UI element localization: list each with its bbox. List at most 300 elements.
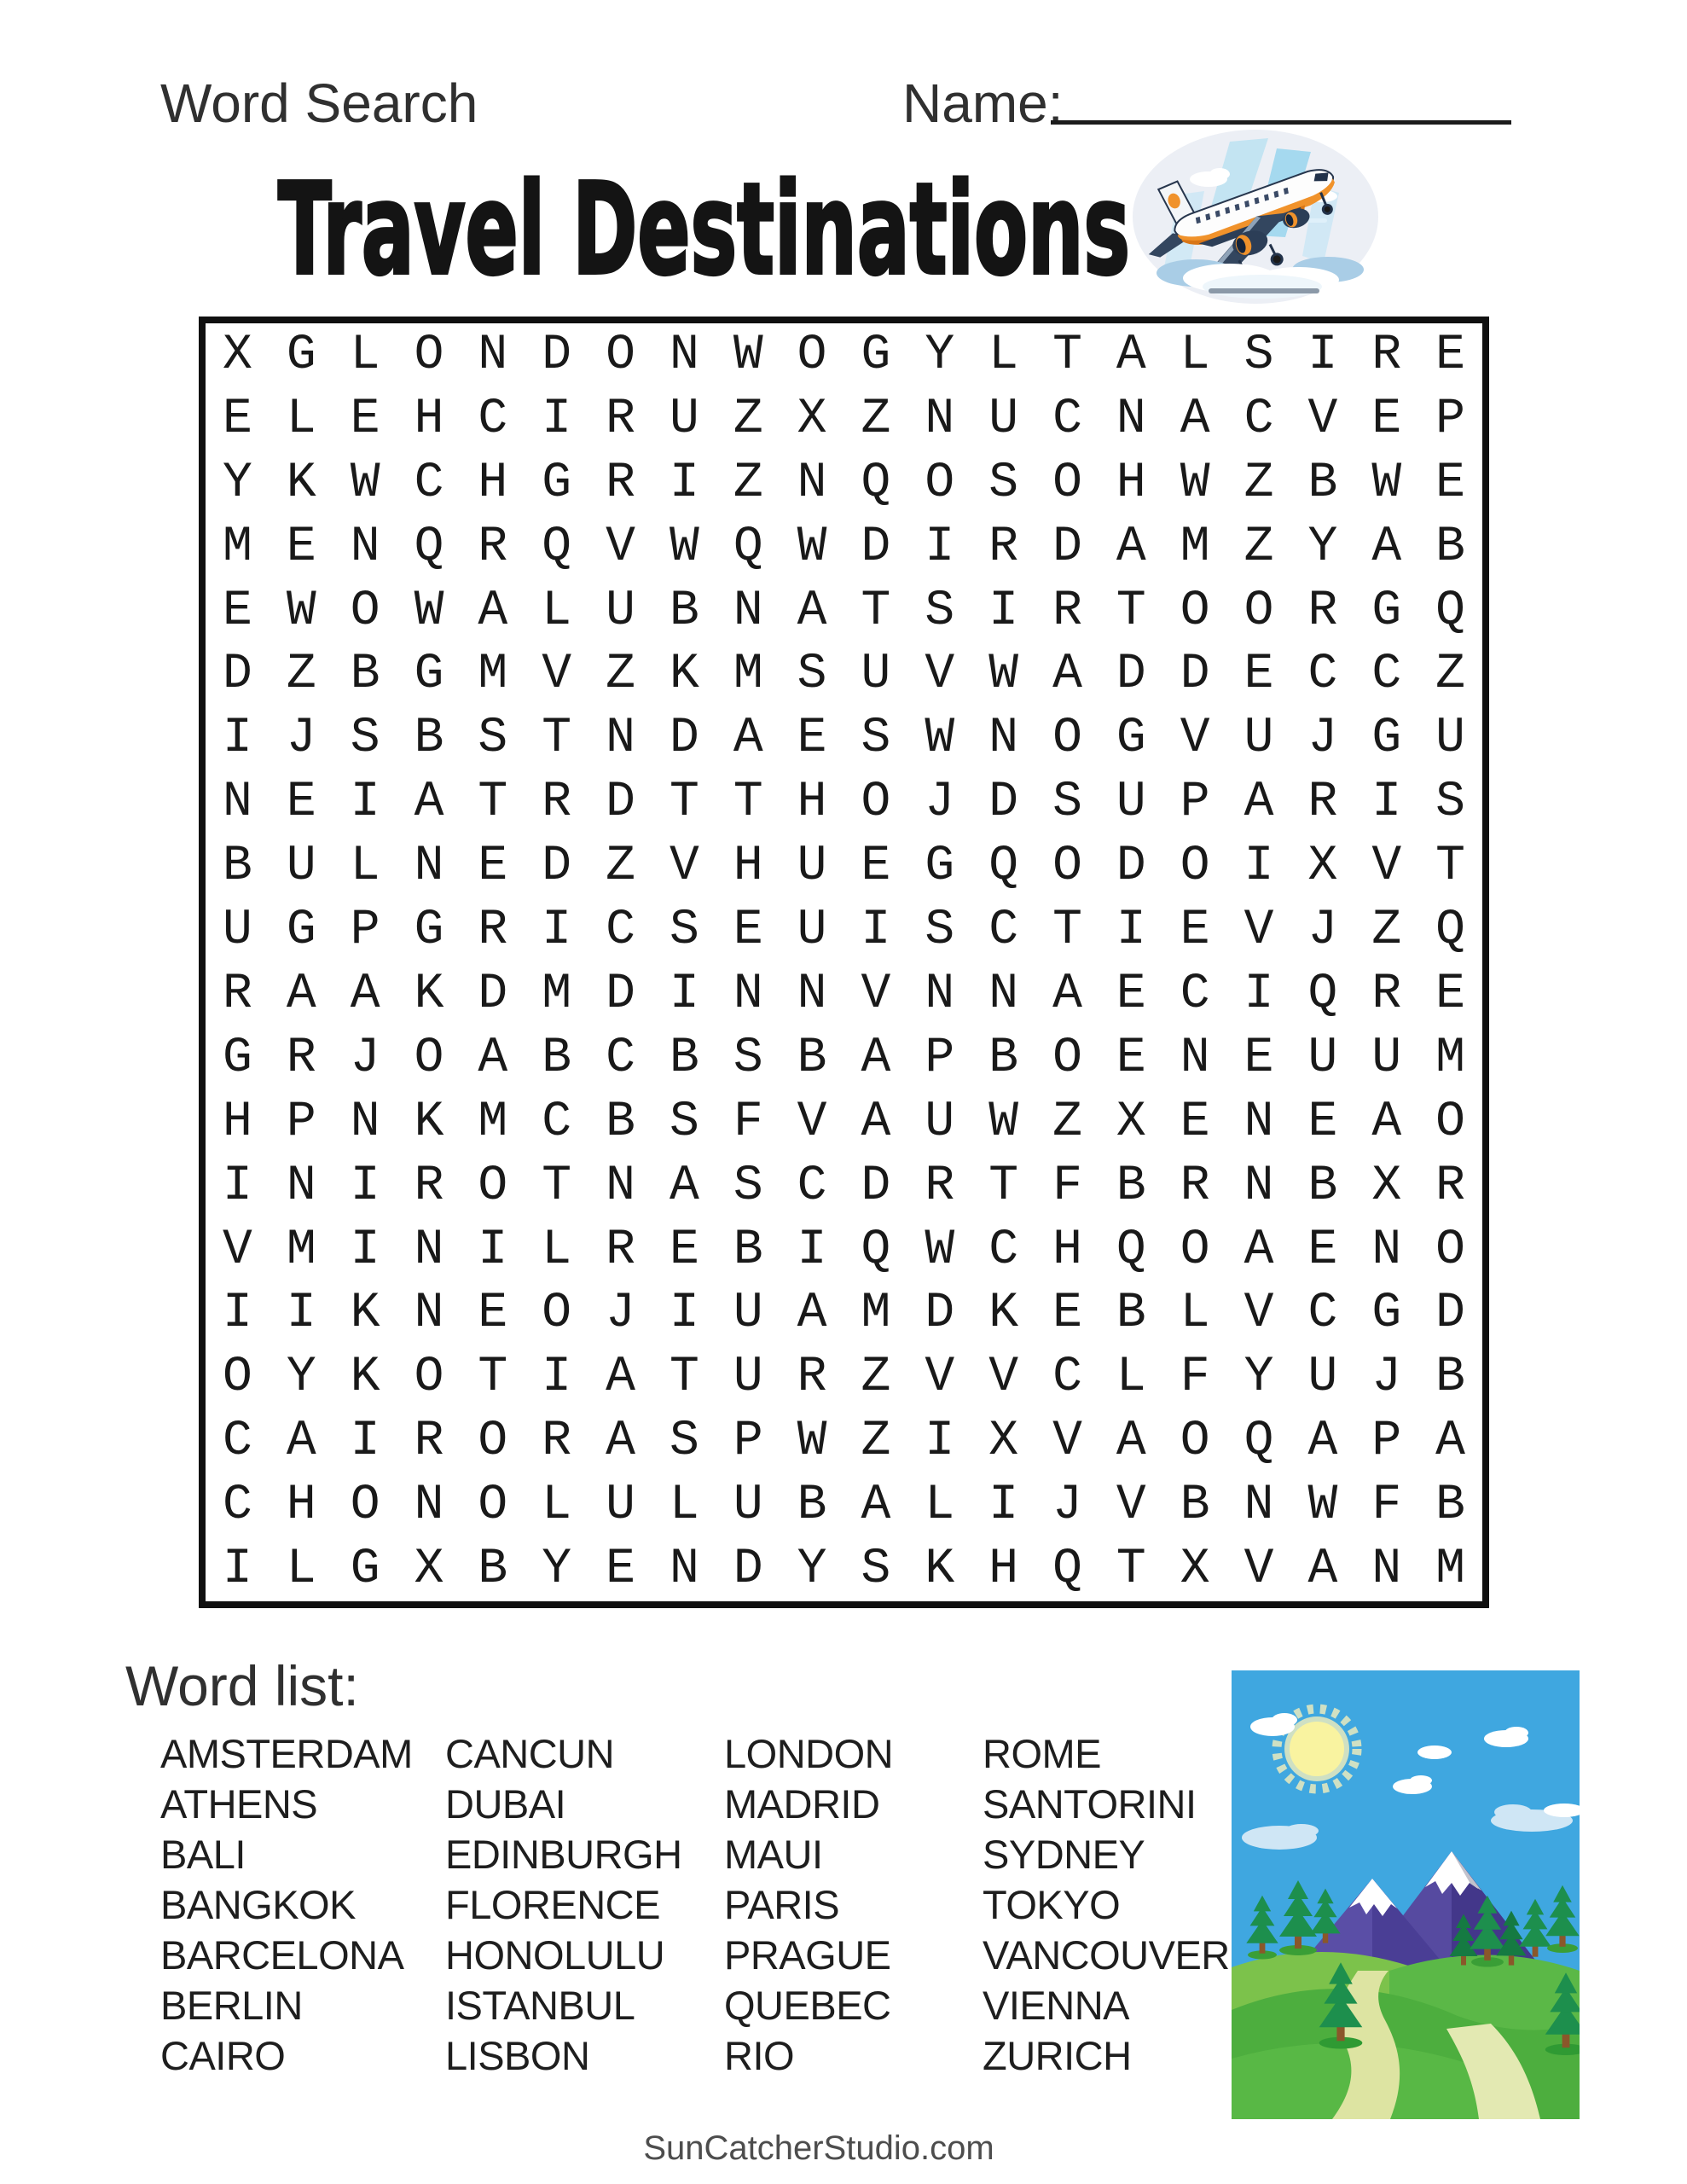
word-list-column-4 (983, 1728, 1230, 2081)
grid-cell: V (1371, 839, 1402, 895)
grid-cell: T (733, 775, 763, 831)
grid-cell: O (1180, 839, 1210, 895)
grid-cell: K (669, 647, 699, 703)
grid-cell: V (1116, 1478, 1146, 1534)
grid-cell: L (1180, 1286, 1210, 1342)
grid-cell: D (606, 775, 635, 831)
grid-cell: S (925, 903, 955, 959)
grid-cell: Q (988, 839, 1019, 895)
grid-cell: S (669, 903, 699, 959)
grid-cell: R (286, 1030, 316, 1086)
grid-cell: O (414, 1350, 444, 1406)
grid-cell: B (669, 583, 699, 639)
grid-cell: E (669, 1222, 699, 1278)
grid-cell: R (606, 455, 635, 511)
grid-cell: Z (861, 1414, 891, 1470)
grid-cell: N (414, 1286, 444, 1342)
word-list-item: AMSTERDAM (160, 1731, 413, 1776)
page-title: Word Search (160, 73, 478, 134)
word-list-item: HONOLULU (445, 1932, 665, 1978)
grid-cell: U (286, 839, 316, 895)
grid-cell: D (542, 839, 572, 895)
grid-cell: A (733, 711, 763, 767)
grid-cell: I (988, 583, 1019, 639)
grid-cell: R (1371, 966, 1402, 1022)
word-list-item: CANCUN (445, 1731, 615, 1776)
grid-cell: T (478, 775, 508, 831)
grid-cell: E (1435, 966, 1465, 1022)
grid-cell: B (797, 1478, 827, 1534)
grid-cell: W (797, 519, 827, 575)
grid-cell: O (350, 1478, 380, 1534)
grid-cell: E (1180, 1094, 1210, 1150)
grid-cell: T (669, 1350, 699, 1406)
grid-cell: S (733, 1030, 763, 1086)
grid-cell: Y (286, 1350, 316, 1406)
word-list-item: VANCOUVER (983, 1932, 1230, 1978)
grid-cell: Q (1244, 1414, 1274, 1470)
grid-cell: Q (733, 519, 763, 575)
grid-cell: R (478, 519, 508, 575)
grid-cell: V (988, 1350, 1019, 1406)
grid-cell: Y (797, 1542, 827, 1598)
grid-cell: K (988, 1286, 1019, 1342)
grid-cell: G (1371, 583, 1402, 639)
grid-cell: O (478, 1478, 508, 1534)
grid-cell: O (414, 1030, 444, 1086)
grid-cell: G (350, 1542, 380, 1598)
grid-cell: E (1180, 903, 1210, 959)
grid-cell: N (223, 775, 252, 831)
grid-cell: N (1244, 1094, 1274, 1150)
grid-cell: L (1180, 327, 1210, 383)
grid-cell: L (925, 1478, 955, 1534)
grid-cell: I (925, 519, 955, 575)
grid-cell: J (350, 1030, 380, 1086)
grid-cell: W (350, 455, 380, 511)
grid-cell: C (223, 1478, 252, 1534)
grid-cell: I (286, 1286, 316, 1342)
grid-cell: R (606, 1222, 635, 1278)
grid-cell: Y (1244, 1350, 1274, 1406)
grid-cell: C (478, 391, 508, 447)
grid-cell: D (861, 519, 891, 575)
grid-cell: B (733, 1222, 763, 1278)
grid-cell: X (1307, 839, 1338, 895)
grid-cell: V (669, 839, 699, 895)
grid-cell: Y (542, 1542, 572, 1598)
grid-cell: G (223, 1030, 252, 1086)
word-list-item: RIO (724, 2033, 795, 2078)
grid-cell: I (797, 1222, 827, 1278)
grid-cell: U (733, 1286, 763, 1342)
grid-cell: J (286, 711, 316, 767)
grid-cell: H (478, 455, 508, 511)
grid-cell: E (1307, 1222, 1338, 1278)
grid-cell: N (797, 455, 827, 511)
grid-cell: E (1435, 455, 1465, 511)
grid-cell: V (797, 1094, 827, 1150)
grid-cell: A (797, 583, 827, 639)
grid-cell: O (1180, 583, 1210, 639)
grid-cell: S (861, 711, 891, 767)
grid-cell: X (797, 391, 827, 447)
word-list-item: CAIRO (160, 2033, 286, 2078)
grid-cell: G (414, 903, 444, 959)
grid-cell: I (1244, 966, 1274, 1022)
grid-cell: A (1371, 519, 1402, 575)
grid-cell: M (733, 647, 763, 703)
grid-cell: A (606, 1414, 635, 1470)
grid-cell: W (1180, 455, 1210, 511)
grid-cell: R (1052, 583, 1082, 639)
word-list-item: BERLIN (160, 1983, 303, 2028)
grid-cell: D (733, 1542, 763, 1598)
grid-cell: S (1052, 775, 1082, 831)
name-blank-line (1051, 120, 1511, 125)
grid-cell: Y (1307, 519, 1338, 575)
grid-cell: N (1244, 1478, 1274, 1534)
grid-cell: U (1371, 1030, 1402, 1086)
mountain-landscape-illustration (1232, 1670, 1580, 2119)
grid-cell: B (1180, 1478, 1210, 1534)
grid-cell: Z (1244, 519, 1274, 575)
grid-cell: N (733, 583, 763, 639)
airplane-illustration (1128, 126, 1383, 305)
grid-cell: W (669, 519, 699, 575)
grid-cell: I (542, 1350, 572, 1406)
grid-cell: M (223, 519, 252, 575)
grid-cell: Q (861, 1222, 891, 1278)
grid-cell: I (861, 903, 891, 959)
grid-cell: O (861, 775, 891, 831)
grid-cell: R (1371, 327, 1402, 383)
grid-cell: E (286, 775, 316, 831)
grid-cell: H (988, 1542, 1019, 1598)
grid-cell: O (1435, 1222, 1465, 1278)
grid-cell: O (1052, 839, 1082, 895)
grid-cell: I (669, 966, 699, 1022)
grid-cell: A (1244, 1222, 1274, 1278)
word-list-column-2 (445, 1728, 682, 2081)
grid-cell: Z (861, 391, 891, 447)
grid-cell: B (542, 1030, 572, 1086)
grid-cell: J (1371, 1350, 1402, 1406)
grid-cell: R (1307, 775, 1338, 831)
grid-cell: K (925, 1542, 955, 1598)
grid-cell: S (797, 647, 827, 703)
grid-cell: P (1435, 391, 1465, 447)
grid-cell: O (478, 1414, 508, 1470)
grid-cell: I (223, 1286, 252, 1342)
grid-cell: I (1371, 775, 1402, 831)
grid-cell: B (1435, 1350, 1465, 1406)
grid-cell: H (286, 1478, 316, 1534)
word-list-heading: Word list: (125, 1654, 359, 1717)
grid-cell: M (1435, 1542, 1465, 1598)
grid-cell: F (733, 1094, 763, 1150)
grid-cell: G (1116, 711, 1146, 767)
grid-cell: N (925, 966, 955, 1022)
grid-cell: U (1307, 1350, 1338, 1406)
grid-cell: D (1180, 647, 1210, 703)
grid-cell: L (286, 1542, 316, 1598)
grid-cell: E (1435, 327, 1465, 383)
grid-cell: O (1244, 583, 1274, 639)
word-list-item: BANGKOK (160, 1882, 356, 1927)
grid-cell: Z (733, 455, 763, 511)
word-list-item: DUBAI (445, 1781, 566, 1827)
grid-cell: E (286, 519, 316, 575)
grid-cell: Z (861, 1350, 891, 1406)
grid-cell: E (606, 1542, 635, 1598)
grid-cell: T (1435, 839, 1465, 895)
grid-cell: Q (861, 455, 891, 511)
grid-cell: N (1116, 391, 1146, 447)
grid-cell: U (1435, 711, 1465, 767)
grid-cell: G (925, 839, 955, 895)
word-list-item: SYDNEY (983, 1832, 1145, 1877)
footer-credit: SunCatcherStudio.com (643, 2129, 994, 2167)
grid-cell: E (1244, 1030, 1274, 1086)
grid-cell: U (797, 839, 827, 895)
grid-cell: B (1435, 1478, 1465, 1534)
grid-cell: A (478, 583, 508, 639)
grid-cell: R (1435, 1158, 1465, 1214)
grid-cell: C (606, 903, 635, 959)
grid-cell: E (861, 839, 891, 895)
grid-cell: O (223, 1350, 252, 1406)
grid-cell: S (925, 583, 955, 639)
grid-cell: W (286, 583, 316, 639)
grid-cell: J (1307, 903, 1338, 959)
grid-cell: U (797, 903, 827, 959)
grid-cell: V (1244, 1286, 1274, 1342)
grid-cell: A (861, 1094, 891, 1150)
grid-cell: R (606, 391, 635, 447)
grid-cell: C (797, 1158, 827, 1214)
grid-cell: S (988, 455, 1019, 511)
grid-cell: B (1116, 1286, 1146, 1342)
grid-cell: B (1116, 1158, 1146, 1214)
grid-cell: U (988, 391, 1019, 447)
grid-cell: A (1307, 1542, 1338, 1598)
grid-cell: B (1307, 455, 1338, 511)
grid-cell: H (797, 775, 827, 831)
grid-cell: Y (925, 327, 955, 383)
grid-cell: A (286, 966, 316, 1022)
word-list-item: LISBON (445, 2033, 590, 2078)
grid-cell: R (542, 1414, 572, 1470)
word-list-item: ZURICH (983, 2033, 1132, 2078)
grid-cell: F (1052, 1158, 1082, 1214)
grid-cell: Q (1052, 1542, 1082, 1598)
grid-cell: O (797, 327, 827, 383)
grid-cell: B (1435, 519, 1465, 575)
grid-cell: O (1180, 1222, 1210, 1278)
grid-cell: D (1116, 839, 1146, 895)
grid-cell: S (1244, 327, 1274, 383)
grid-cell: X (223, 327, 252, 383)
grid-cell: Z (1435, 647, 1465, 703)
grid-cell: C (414, 455, 444, 511)
grid-cell: E (478, 839, 508, 895)
grid-cell: R (478, 903, 508, 959)
grid-cell: A (1244, 775, 1274, 831)
grid-cell: I (542, 903, 572, 959)
grid-cell: J (1307, 711, 1338, 767)
grid-cell: U (669, 391, 699, 447)
grid-cell: L (542, 583, 572, 639)
grid-cell: M (286, 1222, 316, 1278)
grid-cell: A (1052, 966, 1082, 1022)
grid-cell: B (478, 1542, 508, 1598)
grid-cell: A (861, 1478, 891, 1534)
grid-cell: A (797, 1286, 827, 1342)
grid-cell: S (669, 1414, 699, 1470)
grid-cell: E (223, 583, 252, 639)
grid-cell: V (925, 1350, 955, 1406)
word-list-item: VIENNA (983, 1983, 1129, 2028)
word-list-item: PRAGUE (724, 1932, 891, 1978)
grid-cell: H (1116, 455, 1146, 511)
grid-cell: H (1052, 1222, 1082, 1278)
grid-cell: C (1307, 1286, 1338, 1342)
grid-cell: W (414, 583, 444, 639)
grid-cell: Z (606, 839, 635, 895)
grid-cell: E (797, 711, 827, 767)
grid-cell: S (669, 1094, 699, 1150)
grid-cell: K (414, 966, 444, 1022)
grid-cell: T (542, 711, 572, 767)
grid-cell: I (988, 1478, 1019, 1534)
grid-cell: R (1180, 1158, 1210, 1214)
grid-cell: X (1116, 1094, 1146, 1150)
grid-cell: W (925, 711, 955, 767)
grid-cell: N (414, 1478, 444, 1534)
grid-cell: N (733, 966, 763, 1022)
grid-cell: U (223, 903, 252, 959)
grid-cell: D (669, 711, 699, 767)
grid-cell: I (350, 1414, 380, 1470)
grid-cell: U (1244, 711, 1274, 767)
grid-cell: K (286, 455, 316, 511)
grid-cell: B (988, 1030, 1019, 1086)
grid-cell: B (606, 1094, 635, 1150)
grid-cell: B (414, 711, 444, 767)
grid-cell: S (733, 1158, 763, 1214)
grid-cell: I (669, 1286, 699, 1342)
word-list-item: TOKYO (983, 1882, 1121, 1927)
grid-cell: L (669, 1478, 699, 1534)
grid-cell: V (606, 519, 635, 575)
grid-cell: B (669, 1030, 699, 1086)
grid-cell: O (350, 583, 380, 639)
grid-cell: S (350, 711, 380, 767)
word-search-grid (199, 317, 1489, 1608)
grid-cell: D (223, 647, 252, 703)
grid-cell: E (223, 391, 252, 447)
grid-cell: N (286, 1158, 316, 1214)
grid-cell: O (542, 1286, 572, 1342)
grid-cell: R (988, 519, 1019, 575)
grid-cell: R (414, 1158, 444, 1214)
grid-cell: E (1116, 1030, 1146, 1086)
grid-cell: N (988, 711, 1019, 767)
grid-cell: W (988, 647, 1019, 703)
grid-cell: B (797, 1030, 827, 1086)
grid-cell: S (861, 1542, 891, 1598)
grid-cell: D (606, 966, 635, 1022)
grid-cell: A (1116, 327, 1146, 383)
grid-cell: M (861, 1286, 891, 1342)
grid-cell: X (988, 1414, 1019, 1470)
grid-cell: T (1052, 327, 1082, 383)
grid-cell: U (1307, 1030, 1338, 1086)
grid-cell: O (925, 455, 955, 511)
grid-cell: I (542, 391, 572, 447)
grid-cell: K (414, 1094, 444, 1150)
grid-cell: T (542, 1158, 572, 1214)
grid-cell: A (669, 1158, 699, 1214)
grid-cell: S (478, 711, 508, 767)
grid-cell: D (925, 1286, 955, 1342)
grid-cell: G (1371, 1286, 1402, 1342)
grid-cell: U (733, 1350, 763, 1406)
grid-cell: V (1244, 903, 1274, 959)
grid-cell: I (1307, 327, 1338, 383)
grid-cell: C (1244, 391, 1274, 447)
grid-cell: R (925, 1158, 955, 1214)
word-list-item: MAUI (724, 1832, 823, 1877)
grid-cell: G (861, 327, 891, 383)
grid-cell: R (797, 1350, 827, 1406)
grid-cell: J (925, 775, 955, 831)
grid-cell: I (223, 1158, 252, 1214)
grid-cell: V (1180, 711, 1210, 767)
puzzle-title: Travel Destinations (278, 156, 1131, 303)
word-list-item: FLORENCE (445, 1882, 660, 1927)
grid-cell: L (350, 327, 380, 383)
grid-cell: Z (1371, 903, 1402, 959)
grid-cell: W (925, 1222, 955, 1278)
grid-cell: T (861, 583, 891, 639)
word-list-item: QUEBEC (724, 1983, 891, 2028)
grid-cell: L (286, 391, 316, 447)
grid-cell: Y (223, 455, 252, 511)
grid-cell: E (1307, 1094, 1338, 1150)
grid-cell: Q (1307, 966, 1338, 1022)
grid-cell: I (478, 1222, 508, 1278)
grid-cell: Z (1244, 455, 1274, 511)
grid-cell: W (733, 327, 763, 383)
grid-cell: P (350, 903, 380, 959)
word-list-item: BALI (160, 1832, 246, 1877)
grid-cell: E (478, 1286, 508, 1342)
grid-cell: W (1371, 455, 1402, 511)
grid-cell: N (350, 519, 380, 575)
word-list-item: LONDON (724, 1731, 894, 1776)
grid-cell: N (606, 711, 635, 767)
grid-cell: L (542, 1478, 572, 1534)
grid-cell: O (1052, 455, 1082, 511)
grid-cell: L (542, 1222, 572, 1278)
grid-cell: E (733, 903, 763, 959)
grid-cell: A (606, 1350, 635, 1406)
grid-cell: P (1180, 775, 1210, 831)
grid-cell: A (1116, 519, 1146, 575)
grid-cell: X (1180, 1542, 1210, 1598)
